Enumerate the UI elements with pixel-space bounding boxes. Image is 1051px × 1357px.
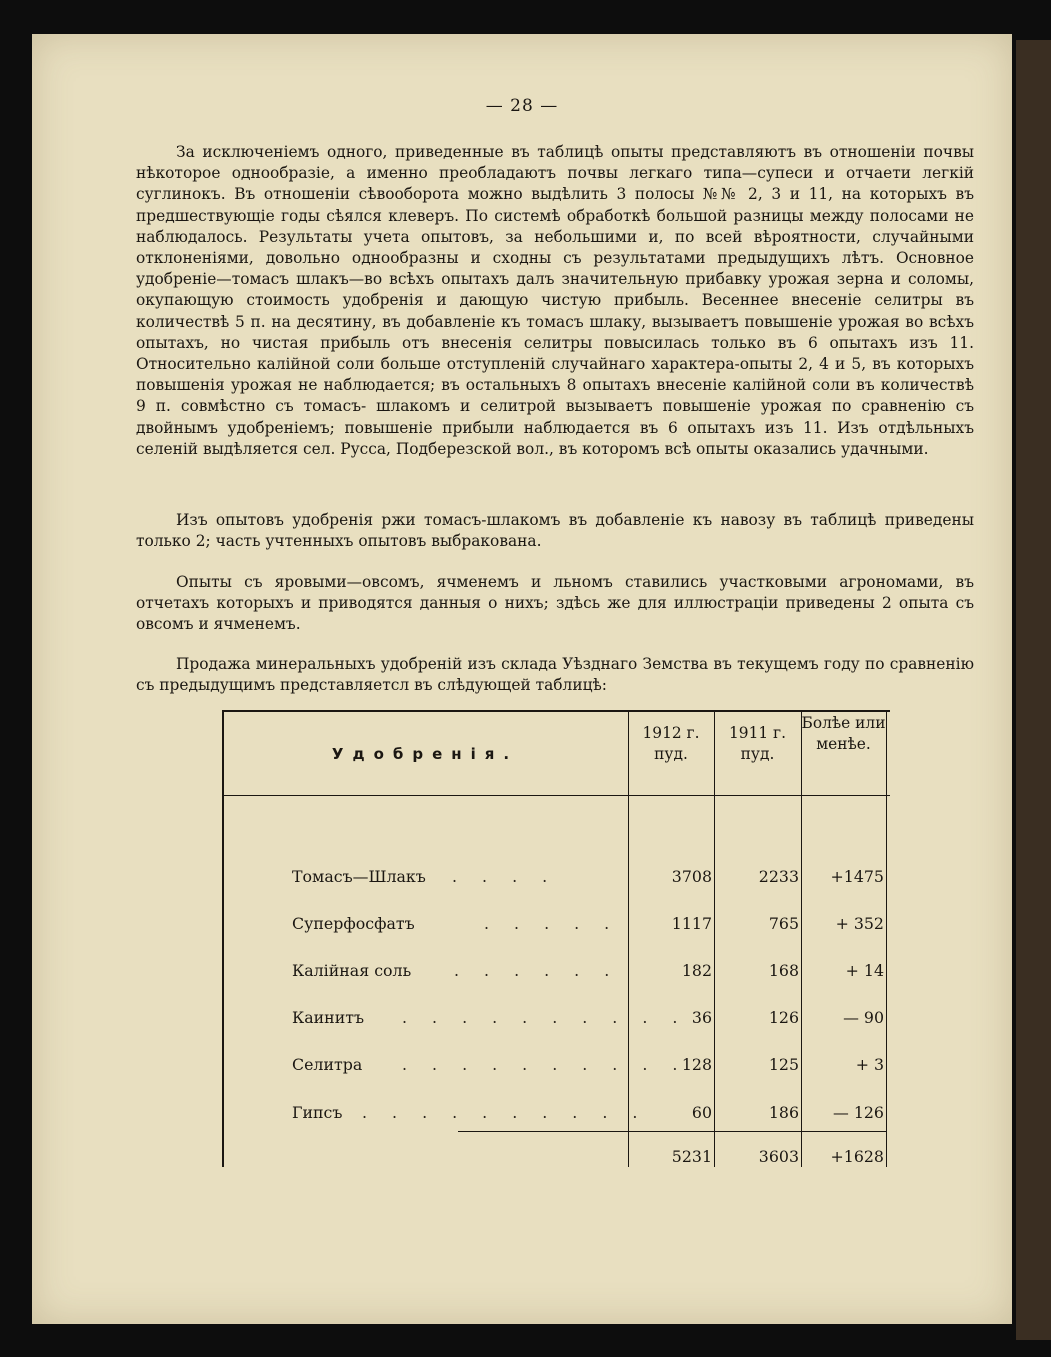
total-1912: 5231	[671, 1147, 712, 1166]
paragraph-sales-intro: Продажа минеральныхъ удобреній изъ склада Уѣзднаго Земства въ текущемъ году по сравненію съ предыдущимъ представляетсл въ слѣдующей таблицѣ:	[136, 655, 974, 695]
fertilizer-name: Каинитъ	[292, 1008, 365, 1027]
header-1911: 1911 г. пуд.	[728, 724, 787, 763]
paragraph-spring-crops: Опыты съ яровыми—овсомъ, ячменемъ и льномъ ставились участковыми агрономами, въ отчетахъ которыхъ и приводятся данныя о нихъ; здѣсь же для иллюстраціи приведены 2 опыта съ овсомъ и ячменемъ.	[136, 573, 974, 634]
value-difference: + 352	[835, 914, 884, 933]
fertilizer-sales-table	[222, 707, 890, 1167]
value-1912: 3708	[671, 867, 712, 886]
value-1911: 125	[768, 1055, 799, 1074]
value-difference: +1475	[830, 867, 884, 886]
value-difference: + 3	[855, 1055, 884, 1074]
paragraph-results: За исключеніемъ одного, приведенные въ таблицѣ опыты представляютъ въ отношеніи почвы нѣкоторое однообразіе, а именно преобладаютъ почвы легкаго типа—супеси и отчаети легкій суглинокъ. Въ отношеніи сѣвооборота можно выдѣлить 3 полосы №№ 2, 3 и 11, на которыхъ въ предшествующіе годы сѣялся клеверъ. По системѣ обработкѣ большой разницы между полосами не наблюдалось. Результаты учета опытовъ, за небольшими и, по всей вѣроятности, случайными отклоненіями, довольно однообразны и сходны съ результатами предыдущихъ лѣтъ. Основное удобреніе—томасъ шлакъ—во всѣхъ опытахъ далъ значительную прибавку урожая зерна и соломы, окупающую стоимость удобренія и дающую чистую прибыль. Весеннее внесеніе селитры въ количествѣ 5 п. на десятину, въ добавленіе къ томасъ шлаку, вызываетъ повышеніе урожая во всѣхъ опытахъ, но чистая прибыль отъ внесенія селитры повысилась только въ 6 опытахъ изъ 11. Относительно калійной соли больше отступленій случайнаго характера-опыты 2, 4 и 5, въ которыхъ повышенія урожая не наблюдается; въ остальныхъ 8 опытахъ внесеніе калійной соли въ количествѣ 9 п. совмѣстно съ томасъ- шлакомъ и селитрой вызываетъ повышеніе урожая по сравненію съ двойнымъ удобреніемъ; повышеніе прибыли наблюдается въ 6 опытахъ изъ 11. Изъ отдѣльныхъ селеній выдѣляется сел. Русса, Подберезской вол., въ которомъ всѣ опыты оказались удачными.	[136, 143, 974, 458]
table-top-rule	[222, 710, 890, 712]
book-spine-edge	[1016, 40, 1051, 1340]
table-left-border	[222, 710, 224, 1167]
value-1911: 126	[768, 1008, 799, 1027]
value-1911: 2233	[758, 867, 799, 886]
paragraph-rye: Изъ опытовъ удобренія ржи томасъ-шлакомъ въ добавленіе къ навозу въ таблицѣ приведены только 2; часть учтенныхъ опытовъ выбракована.	[136, 511, 974, 551]
table-header-rule	[222, 795, 890, 796]
column-divider	[886, 710, 887, 1167]
value-difference: + 14	[845, 961, 884, 980]
table-row	[222, 867, 890, 891]
value-1912: 36	[691, 1008, 712, 1027]
column-divider	[628, 710, 629, 1167]
total-difference: +1628	[830, 1147, 884, 1166]
leader-dots: . . . . .	[484, 914, 620, 933]
leader-dots: . . . . . .	[454, 961, 620, 980]
value-1912: 182	[681, 961, 712, 980]
fertilizer-name: Калійная соль	[292, 961, 412, 980]
total-1911: 3603	[758, 1147, 799, 1166]
fertilizer-name: Суперфосфатъ	[292, 914, 415, 933]
value-difference: — 126	[833, 1103, 884, 1122]
leader-dots: . . . . . . . . . .	[402, 1008, 688, 1027]
value-1912: 128	[681, 1055, 712, 1074]
leader-dots: . . . .	[452, 867, 558, 886]
fertilizer-name: Селитра	[292, 1055, 363, 1074]
table-row	[222, 1008, 890, 1032]
value-1911: 765	[768, 914, 799, 933]
header-1912: 1912 г. пуд.	[642, 724, 700, 763]
value-1911: 168	[768, 961, 799, 980]
leader-dots: . . . . . . . . . .	[362, 1103, 648, 1122]
page-number: — 28 —	[485, 96, 559, 116]
table-row	[222, 1055, 890, 1079]
table-row	[222, 961, 890, 985]
value-1911: 186	[768, 1103, 799, 1122]
column-divider	[714, 710, 715, 1167]
header-difference: Болѣе или менѣе.	[801, 714, 886, 753]
value-1912: 1117	[671, 914, 712, 933]
leader-dots: . . . . . . . . . .	[402, 1055, 688, 1074]
table-row	[222, 1103, 890, 1127]
fertilizer-name: Томасъ—Шлакъ	[292, 867, 426, 886]
column-divider	[801, 710, 802, 1167]
totals-rule	[458, 1131, 886, 1132]
header-fertilizers: Удобренія.	[331, 745, 519, 763]
table-row	[222, 914, 890, 938]
value-difference: — 90	[843, 1008, 884, 1027]
value-1912: 60	[691, 1103, 712, 1122]
fertilizer-name: Гипсъ	[292, 1103, 343, 1122]
document-page	[32, 34, 1012, 1324]
table-totals-row	[222, 1147, 890, 1171]
